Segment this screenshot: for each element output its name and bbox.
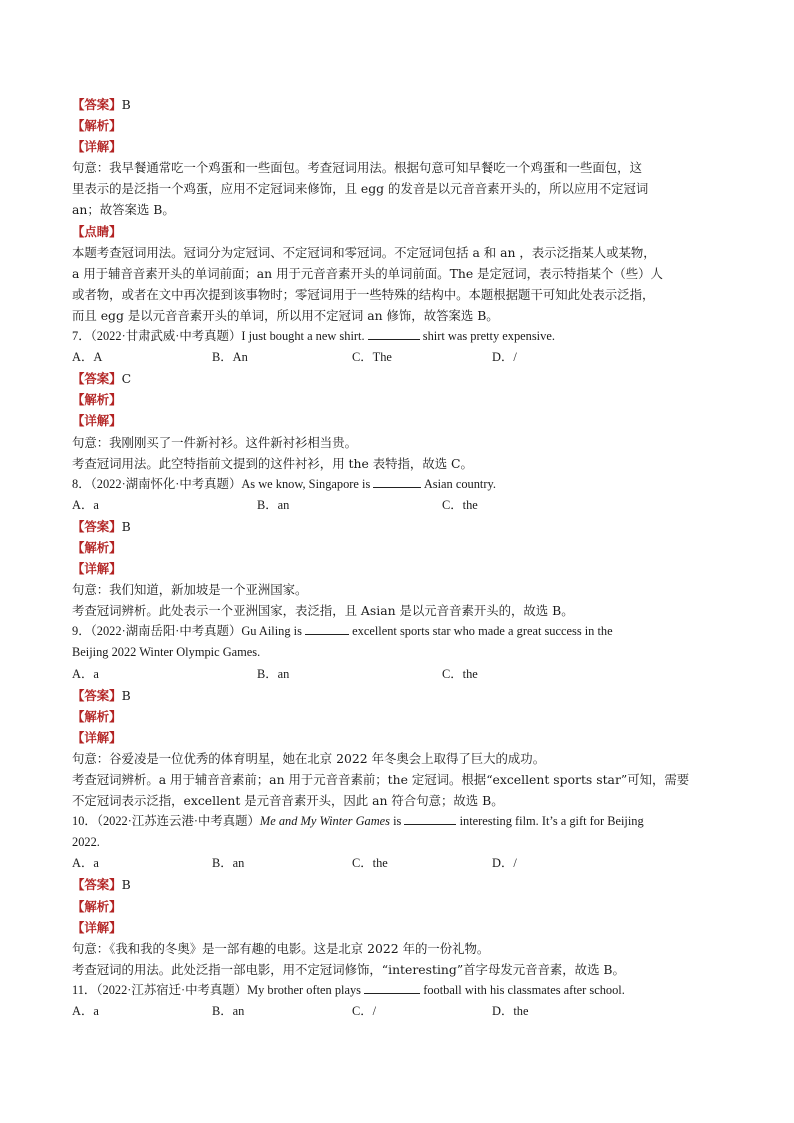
options-row	[72, 664, 722, 685]
detail-text: 不定冠词表示泛指，excellent 是元音音素开头，因此 an 符合句意；故选 B。	[72, 793, 504, 809]
question-number: 8．	[72, 476, 91, 491]
answer-value: B	[121, 687, 131, 703]
question-source: （2022·湖南岳阳·中考真题）	[90, 624, 242, 639]
option-d: D．/	[492, 350, 517, 365]
answer-blank	[305, 624, 349, 635]
analysis-line	[72, 537, 722, 558]
detail-line	[72, 136, 722, 157]
detail-text: an；故答案选 B。	[72, 202, 175, 218]
option-c: C．/	[352, 1004, 377, 1019]
detail-text: 考查冠词的用法。此处泛指一部电影，用不定冠词修饰，“interesting”首字母发元音音素，故选 B。	[72, 961, 625, 977]
detail-tag: 【详解】	[72, 139, 122, 155]
detail-text: 考查冠词用法。此空特指前文提到的这件衬衫，用 the 表特指，故选 C。	[72, 455, 473, 471]
option-d: D．the	[492, 1004, 529, 1019]
option-a: A．a	[72, 1004, 99, 1019]
option-a: A．a	[72, 666, 99, 681]
options-row	[72, 347, 722, 368]
question-stem: interesting film. It’s a gift for Beijing	[459, 814, 644, 829]
detail-text: 句意：谷爱凌是一位优秀的体育明星，她在北京 2022 年冬奥会上取得了巨大的成功。	[72, 750, 546, 766]
answer-line	[72, 94, 722, 115]
answer-blank	[404, 814, 456, 825]
detail-line	[72, 558, 722, 579]
answer-tag: 【答案】	[72, 371, 122, 387]
answer-value: B	[121, 877, 131, 893]
answer-tag: 【答案】	[72, 687, 122, 703]
detail-text: 句意：我刚刚买了一件新衬衫。这件新衬衫相当贵。	[72, 434, 357, 450]
option-a: A．a	[72, 856, 99, 871]
tip-tag: 【点睛】	[72, 223, 122, 239]
question-stem: football with his classmates after school.	[423, 982, 625, 997]
detail-text: 里表示的是泛指一个鸡蛋，应用不定冠词来修饰，且 egg 的发音是以元音音素开头的，所以应用不定冠词	[72, 181, 649, 197]
analysis-tag: 【解析】	[72, 708, 122, 724]
answer-line	[72, 368, 722, 389]
question-stem: As we know, Singapore is	[241, 476, 371, 491]
answer-blank	[373, 477, 421, 488]
detail-tag: 【详解】	[72, 561, 122, 577]
answer-value: B	[121, 97, 131, 112]
question-stem: Asian country.	[423, 476, 496, 491]
analysis-line	[72, 706, 722, 727]
question-number: 10．	[72, 814, 97, 829]
question-source: （2022·江苏宿迁·中考真题）	[96, 982, 248, 997]
analysis-tag: 【解析】	[72, 539, 122, 555]
question-7	[72, 326, 722, 347]
answer-value: C	[121, 371, 132, 387]
answer-value: B	[121, 518, 131, 534]
tip-line	[72, 221, 722, 242]
analysis-tag: 【解析】	[72, 898, 122, 914]
analysis-line	[72, 896, 722, 917]
option-c: C．the	[352, 856, 388, 871]
detail-text: 考查冠词辨析。此处表示一个亚洲国家，表泛指，且 Asian 是以元音音素开头的，故选 B。	[72, 603, 574, 619]
question-stem: Gu Ailing is	[241, 624, 302, 639]
analysis-tag: 【解析】	[72, 392, 122, 408]
question-source: （2022·湖南怀化·中考真题）	[90, 476, 242, 491]
question-source: （2022·江苏连云港·中考真题）	[96, 814, 260, 829]
option-b: B．an	[212, 1004, 245, 1019]
analysis-line	[72, 115, 722, 136]
question-stem: is	[393, 814, 402, 829]
question-stem: shirt was pretty expensive.	[422, 329, 555, 344]
detail-tag: 【详解】	[72, 413, 122, 429]
detail-tag: 【详解】	[72, 919, 122, 935]
question-number: 7．	[72, 329, 91, 344]
option-b: B．an	[257, 666, 290, 681]
answer-tag: 【答案】	[72, 518, 122, 534]
answer-blank	[364, 983, 420, 994]
option-c: C．the	[442, 666, 478, 681]
question-8	[72, 474, 722, 495]
option-b: B．an	[212, 856, 245, 871]
question-stem: Beijing 2022 Winter Olympic Games.	[72, 645, 261, 660]
question-number: 11．	[72, 982, 97, 997]
option-c: C．The	[352, 350, 392, 365]
answer-line	[72, 516, 722, 537]
option-a: A．A	[72, 350, 103, 365]
question-11	[72, 980, 722, 1001]
detail-line	[72, 917, 722, 938]
question-source: （2022·甘肃武威·中考真题）	[90, 329, 242, 344]
exam-document	[72, 94, 722, 1022]
detail-line	[72, 727, 722, 748]
detail-text: 考查冠词辨析。a 用于辅音音素前；an 用于元音音素前；the 定冠词。根据“excellent sports star”可知，需要	[72, 772, 690, 787]
option-b: B．an	[257, 497, 290, 512]
question-9	[72, 621, 722, 642]
detail-text: 句意：我早餐通常吃一个鸡蛋和一些面包。考查冠词用法。根据句意可知早餐吃一个鸡蛋和一些面包，这	[72, 160, 642, 176]
option-b: B．An	[212, 350, 248, 365]
answer-tag: 【答案】	[72, 877, 122, 893]
film-title: Me and My Winter Games	[259, 814, 390, 829]
question-stem: I just bought a new shirt.	[241, 329, 365, 344]
option-a: A．a	[72, 497, 99, 512]
question-stem: My brother often plays	[247, 982, 361, 997]
options-row	[72, 495, 722, 516]
options-row	[72, 1001, 722, 1022]
detail-line	[72, 410, 722, 431]
option-d: D．/	[492, 856, 517, 871]
analysis-tag: 【解析】	[72, 118, 122, 134]
options-row	[72, 853, 722, 874]
tip-text: 或者物，或者在文中再次提到该事物时；零冠词用于一些特殊的结构中。本题根据题干可知此处表示泛指，	[72, 286, 655, 302]
tip-text: a 用于辅音音素开头的单词前面；an 用于元音音素开头的单词前面。The 是定冠词，表示特指某个（些）人	[72, 265, 663, 281]
detail-text: 句意：我们知道，新加坡是一个亚洲国家。	[72, 582, 308, 598]
detail-text: 句意：《我和我的冬奥》是一部有趣的电影。这是北京 2022 年的一份礼物。	[72, 940, 490, 956]
answer-blank	[368, 329, 420, 340]
question-stem: 2022.	[72, 835, 100, 850]
answer-tag: 【答案】	[72, 97, 122, 112]
answer-line	[72, 685, 722, 706]
question-number: 9．	[72, 624, 91, 639]
question-10	[72, 811, 722, 832]
answer-line	[72, 874, 722, 895]
question-stem: excellent sports star who made a great success in the	[352, 624, 613, 639]
detail-tag: 【详解】	[72, 729, 122, 745]
analysis-line	[72, 389, 722, 410]
tip-text: 而且 egg 是以元音音素开头的单词，所以用不定冠词 an 修饰，故答案选 B。	[72, 307, 499, 323]
tip-text: 本题考查冠词用法。冠词分为定冠词、不定冠词和零冠词。不定冠词包括 a 和 an ，表示泛指某人或某物，	[72, 244, 656, 260]
option-c: C．the	[442, 497, 478, 512]
